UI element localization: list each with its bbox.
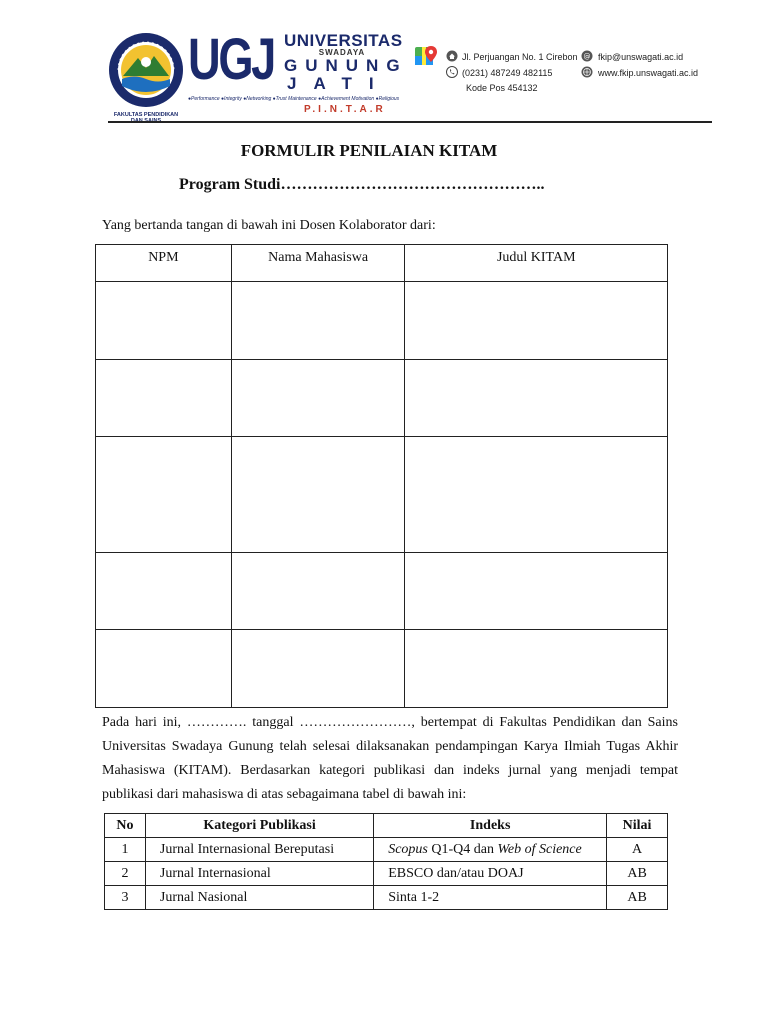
table-row [96, 360, 668, 437]
header-npm: NPM [96, 245, 232, 282]
statement-paragraph: Pada hari ini, …………. tanggal ……………………, bertempat di Fakultas Pendidikan dan Sains Universitas Swadaya Gunung telah selesai dilaksanakan pendampingan Karya Ilmiah Tugas Akhir Mahasiswa (KITAM). Berdasarkan kategori publikasi dan indeks jurnal yang menjadi tempat publikasi dari mahasiswa di atas sebagaimana tabel di bawah ini: [102, 715, 678, 802]
index-cell [374, 838, 607, 862]
email-icon [581, 50, 593, 62]
judul-cell[interactable] [405, 360, 668, 437]
table-row [105, 838, 668, 862]
table-row [105, 886, 668, 910]
npm-cell[interactable] [96, 553, 232, 630]
email-text: fkip@unswagati.ac.id [598, 52, 684, 62]
npm-cell[interactable] [96, 282, 232, 360]
judul-cell[interactable] [405, 553, 668, 630]
score-cell: AB [607, 862, 668, 886]
index-middle: Q1-Q4 dan [427, 841, 498, 857]
nama-cell[interactable] [231, 282, 405, 360]
svg-text:@: @ [583, 52, 591, 61]
university-name-line-2: SWADAYA [318, 48, 366, 57]
university-name-line-3: GUNUNG [284, 56, 408, 75]
university-seal-icon [108, 32, 184, 108]
publication-table-header [105, 814, 668, 838]
index-scopus: Scopus [388, 841, 428, 857]
university-name-line-1: UNIVERSITAS [284, 31, 403, 50]
phone-text: (0231) 487249 482115 [462, 68, 553, 78]
form-title: FORMULIR PENILAIAN KITAM [240, 141, 498, 160]
header-judul-kitam: Judul KITAM [405, 245, 668, 282]
phone-icon [446, 66, 458, 78]
nama-cell[interactable] [231, 360, 405, 437]
row-number: 3 [105, 886, 146, 910]
judul-cell[interactable] [405, 630, 668, 708]
index-cell: EBSCO dan/atau DOAJ [374, 862, 607, 886]
ugj-logo-text: UGJ [188, 27, 275, 92]
nama-cell[interactable] [231, 553, 405, 630]
score-cell: AB [607, 886, 668, 910]
nama-cell[interactable] [231, 437, 405, 553]
npm-cell[interactable] [96, 630, 232, 708]
address-text: Jl. Perjuangan No. 1 Cirebon [462, 52, 578, 62]
npm-cell[interactable] [96, 360, 232, 437]
category-cell: Jurnal Internasional [145, 862, 373, 886]
map-pin-icon [414, 44, 438, 68]
program-studi-line: Program Studi………………………………………….. [179, 176, 545, 193]
postcode-text: Kode Pos 454132 [466, 83, 538, 93]
intro-text: Yang bertanda tangan di bawah ini Dosen Kolaborator dari: [102, 218, 436, 233]
university-name [284, 31, 408, 93]
home-icon [446, 50, 458, 62]
judul-cell[interactable] [405, 282, 668, 360]
table-row [96, 630, 668, 708]
header-indeks: Indeks [374, 814, 607, 838]
letterhead-divider [108, 121, 712, 123]
header-no: No [105, 814, 146, 838]
header-nilai: Nilai [607, 814, 668, 838]
faculty-caption-line-1: FAKULTAS PENDIDIKAN [113, 112, 179, 118]
header-nama-mahasiswa: Nama Mahasiswa [231, 245, 405, 282]
table-row [96, 437, 668, 553]
score-cell: A [607, 838, 668, 862]
tagline: P.I.N.T.A.R [304, 104, 386, 115]
row-number: 2 [105, 862, 146, 886]
values-line: ●Performance ●Integrity ●Networking ●Trust Maintenance ●Achievement Motivation ●Religious [188, 96, 400, 102]
student-table-header [96, 245, 668, 282]
student-table [95, 244, 668, 708]
category-cell: Jurnal Nasional [145, 886, 373, 910]
header-kategori: Kategori Publikasi [145, 814, 373, 838]
index-wos: Web of Science [497, 841, 582, 857]
globe-icon [581, 66, 593, 78]
publication-category-table [104, 813, 668, 910]
table-row [105, 862, 668, 886]
letterhead [108, 27, 712, 124]
judul-cell[interactable] [405, 437, 668, 553]
table-row [96, 282, 668, 360]
website-text: www.fkip.unswagati.ac.id [598, 68, 699, 78]
row-number: 1 [105, 838, 146, 862]
university-name-line-4: JATI [287, 74, 391, 93]
table-row [96, 553, 668, 630]
index-cell: Sinta 1-2 [374, 886, 607, 910]
nama-cell[interactable] [231, 630, 405, 708]
npm-cell[interactable] [96, 437, 232, 553]
category-cell: Jurnal Internasional Bereputasi [145, 838, 373, 862]
